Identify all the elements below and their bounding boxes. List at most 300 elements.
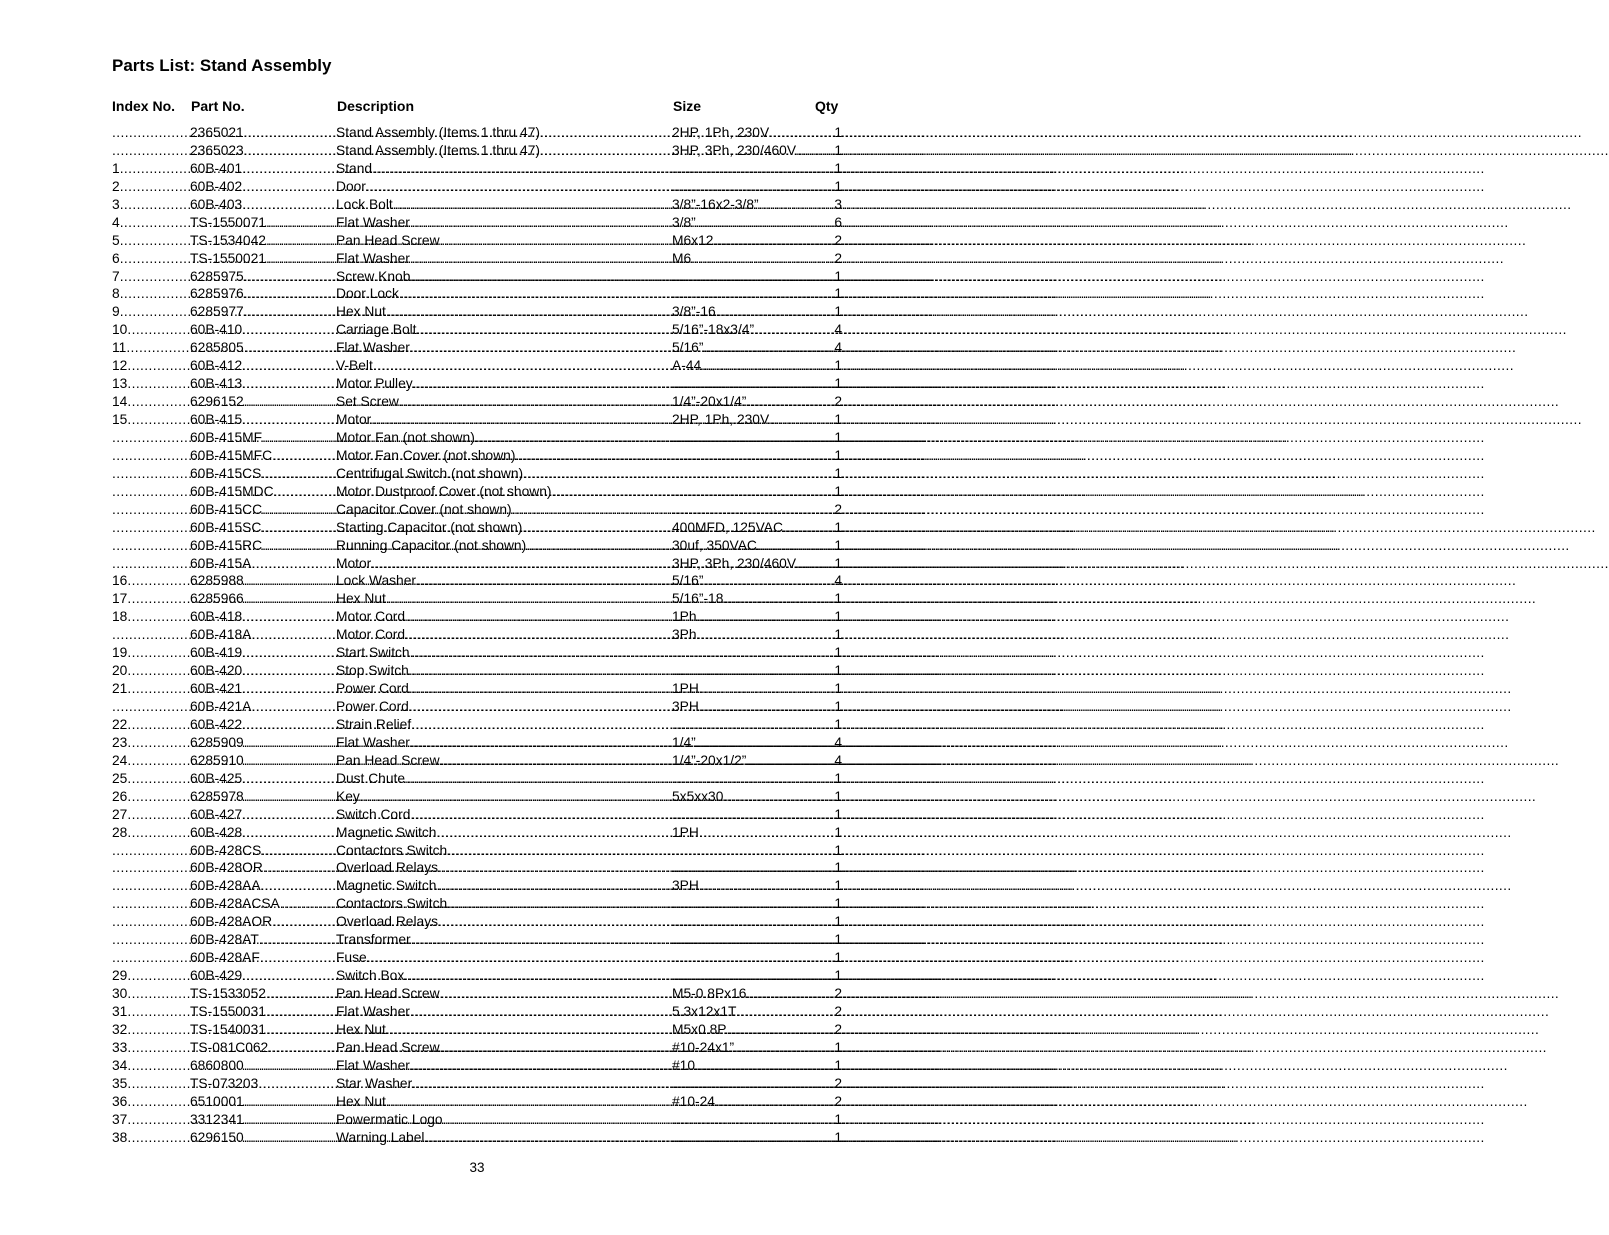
description-cell <box>336 734 672 752</box>
table-row <box>112 1039 842 1057</box>
size-cell <box>672 842 836 860</box>
table-row <box>112 142 842 160</box>
table-row <box>112 590 842 608</box>
index-cell <box>112 501 190 519</box>
part-number-cell <box>190 626 336 644</box>
description-cell-text: Flat Washer <box>336 1057 410 1073</box>
qty-cell <box>836 788 842 806</box>
table-row <box>112 985 842 1003</box>
description-cell-text: Strain Relief <box>336 716 412 732</box>
part-number-cell <box>190 375 336 393</box>
description-cell <box>336 537 672 555</box>
table-row <box>112 1111 842 1129</box>
size-cell <box>672 931 836 949</box>
index-cell-text: 38 <box>112 1129 128 1145</box>
qty-cell <box>836 1021 842 1039</box>
index-cell <box>112 1021 190 1039</box>
description-cell-text: Hex Nut <box>336 304 386 320</box>
description-cell <box>336 716 672 734</box>
description-cell-text: Contactors Switch <box>336 896 448 912</box>
part-number-cell-text: 6285975 <box>190 268 244 284</box>
dot-leader <box>696 214 1509 232</box>
part-number-cell-text: 60B-419 <box>190 645 243 661</box>
dot-leader <box>723 788 1536 806</box>
qty-cell <box>836 806 842 824</box>
table-row <box>112 250 842 268</box>
part-number-cell <box>190 142 336 160</box>
size-cell <box>672 913 836 931</box>
description-cell-text: Flat Washer <box>336 1003 410 1019</box>
index-cell <box>112 662 190 680</box>
size-cell <box>672 626 836 644</box>
qty-cell <box>836 842 842 860</box>
index-cell <box>112 124 190 142</box>
qty-cell-text: 1 <box>834 842 842 858</box>
part-number-cell <box>190 555 336 573</box>
table-row <box>112 931 842 949</box>
size-cell-text: A-44 <box>672 358 702 374</box>
qty-cell <box>836 1075 842 1093</box>
qty-cell-text: 1 <box>834 358 842 374</box>
dot-leader <box>672 160 1485 178</box>
size-cell <box>672 985 836 1003</box>
qty-cell-text: 1 <box>834 627 842 643</box>
table-row <box>112 357 842 375</box>
size-cell <box>672 196 836 214</box>
size-cell <box>672 250 836 268</box>
table-row <box>112 1093 842 1111</box>
index-cell <box>112 268 190 286</box>
index-cell <box>112 321 190 339</box>
qty-cell-text: 1 <box>834 537 842 553</box>
part-number-cell-text: TS-1533052 <box>190 986 266 1001</box>
size-cell <box>672 555 836 573</box>
qty-cell-text: 4 <box>834 322 842 338</box>
description-cell-text: Transformer <box>336 932 411 948</box>
index-cell <box>112 698 190 716</box>
part-number-cell <box>190 1111 336 1129</box>
dot-leader <box>796 142 1609 160</box>
part-number-cell-text: TS-1540031 <box>190 1021 266 1037</box>
size-cell-text: 2HP, 1Ph, 230V <box>672 412 770 427</box>
dot-leader <box>672 1111 1485 1129</box>
part-number-cell-text: TS-081C062 <box>190 1039 269 1055</box>
description-cell-text: Stand Assembly (Items 1 thru 47) <box>336 125 540 140</box>
size-cell <box>672 483 836 501</box>
qty-cell <box>836 931 842 949</box>
qty-cell-text: 2 <box>834 394 842 410</box>
qty-cell <box>836 1057 842 1075</box>
part-number-cell-text: 60B-415SC <box>190 519 262 535</box>
part-number-cell <box>190 967 336 985</box>
description-cell <box>336 1075 672 1093</box>
size-cell <box>672 806 836 824</box>
qty-cell-text: 1 <box>834 1129 842 1145</box>
part-number-cell <box>190 214 336 232</box>
dot-leader <box>695 1057 1508 1075</box>
qty-cell <box>836 447 842 465</box>
part-number-cell <box>190 393 336 411</box>
header-description: Description <box>337 98 415 114</box>
table-row <box>112 285 842 303</box>
qty-cell <box>836 429 842 447</box>
index-cell <box>112 285 190 303</box>
qty-cell <box>836 1129 842 1147</box>
qty-cell <box>836 859 842 877</box>
description-cell <box>336 824 672 842</box>
index-cell-text: 5 <box>112 232 120 248</box>
part-number-cell <box>190 232 336 250</box>
description-cell-text: Flat Washer <box>336 250 410 266</box>
description-cell <box>336 967 672 985</box>
header-qty: Qty <box>815 98 839 114</box>
part-number-cell-text: 60B-403 <box>190 196 243 212</box>
part-number-cell <box>190 1003 336 1021</box>
index-cell-text: 4 <box>112 214 120 230</box>
dot-leader <box>672 859 1485 877</box>
index-cell <box>112 429 190 447</box>
index-cell-text: 35 <box>112 1075 128 1091</box>
part-number-cell <box>190 339 336 357</box>
size-cell-text: 3/8” <box>672 214 696 230</box>
part-number-cell <box>190 644 336 662</box>
table-row <box>112 913 842 931</box>
part-number-cell-text: TS-1534042 <box>190 232 266 248</box>
part-number-cell-text: 6296150 <box>190 1129 244 1145</box>
part-number-cell-text: TS-1550021 <box>190 250 266 266</box>
qty-cell-text: 1 <box>834 716 842 732</box>
qty-cell-text: 1 <box>834 1111 842 1127</box>
table-row <box>112 806 842 824</box>
size-cell-text: M5x0.8P <box>672 1021 727 1037</box>
size-cell-text: M6x12 <box>672 232 714 248</box>
index-cell <box>112 734 190 752</box>
qty-cell <box>836 268 842 286</box>
size-cell <box>672 662 836 680</box>
qty-cell-text: 1 <box>834 824 842 840</box>
qty-cell <box>836 644 842 662</box>
description-cell-text: Hex Nut <box>336 591 386 607</box>
part-number-cell-text: 60B-418 <box>190 609 243 625</box>
part-number-cell <box>190 268 336 286</box>
qty-cell <box>836 250 842 268</box>
index-cell <box>112 608 190 626</box>
size-cell-text: 5.3x12x1T <box>672 1003 737 1019</box>
table-row <box>112 662 842 680</box>
dot-leader <box>672 662 1485 680</box>
qty-cell-text: 1 <box>834 806 842 822</box>
index-cell <box>112 250 190 268</box>
description-cell <box>336 1021 672 1039</box>
description-cell <box>336 411 672 429</box>
description-cell-text: Pan Head Screw <box>336 1039 440 1055</box>
part-number-cell <box>190 411 336 429</box>
size-cell <box>672 859 836 877</box>
qty-cell <box>836 770 842 788</box>
dot-leader <box>783 519 1596 537</box>
qty-cell <box>836 124 842 142</box>
index-cell-text: 15 <box>112 412 128 427</box>
table-row <box>112 178 842 196</box>
part-number-cell-text: TS-1550071 <box>190 214 266 230</box>
qty-cell <box>836 393 842 411</box>
dot-leader <box>672 967 1485 985</box>
part-number-cell-text: 60B-421 <box>190 681 243 697</box>
qty-cell-text: 1 <box>834 447 842 463</box>
index-cell <box>112 339 190 357</box>
column-headers <box>0 98 954 116</box>
description-cell <box>336 501 672 519</box>
description-cell <box>336 752 672 770</box>
table-row <box>112 626 842 644</box>
description-cell <box>336 644 672 662</box>
dot-leader <box>769 411 1582 429</box>
dot-leader <box>672 716 1485 734</box>
description-cell-text: Pan Head Screw <box>336 752 440 768</box>
part-number-cell-text: 6285976 <box>190 286 244 302</box>
qty-cell-text: 1 <box>834 878 842 894</box>
description-cell-text: Dust Chute <box>336 770 406 786</box>
qty-cell <box>836 608 842 626</box>
size-cell <box>672 590 836 608</box>
size-cell <box>672 429 836 447</box>
part-number-cell <box>190 537 336 555</box>
table-row <box>112 608 842 626</box>
qty-cell <box>836 1003 842 1021</box>
dot-leader <box>736 1003 1549 1021</box>
description-cell-text: Star Washer <box>336 1075 413 1091</box>
qty-cell-text: 1 <box>834 950 842 966</box>
qty-cell <box>836 232 842 250</box>
qty-cell-text: 1 <box>834 968 842 984</box>
table-row <box>112 752 842 770</box>
dot-leader <box>746 985 1559 1003</box>
part-number-cell-text: 60B-421A <box>190 699 252 714</box>
dot-leader <box>672 895 1485 913</box>
size-cell-text: 3Ph <box>672 627 697 643</box>
dot-leader <box>672 913 1485 931</box>
description-cell-text: Stop Switch <box>336 663 409 679</box>
dot-leader <box>672 178 1485 196</box>
table-row <box>112 1075 842 1093</box>
size-cell <box>672 698 836 716</box>
description-cell-text: Overload Relays <box>336 914 438 930</box>
part-number-cell-text: 60B-415CC <box>190 501 263 517</box>
qty-cell-text: 1 <box>834 681 842 697</box>
part-number-cell-text: 60B-428AF <box>190 950 260 966</box>
qty-cell <box>836 285 842 303</box>
part-number-cell <box>190 519 336 537</box>
qty-cell <box>836 716 842 734</box>
index-cell-text: 9 <box>112 304 120 320</box>
description-cell <box>336 931 672 949</box>
qty-cell-text: 1 <box>834 376 842 392</box>
qty-cell-text: 1 <box>834 429 842 445</box>
index-cell <box>112 1057 190 1075</box>
qty-cell <box>836 214 842 232</box>
dot-leader <box>672 501 1485 519</box>
table-row <box>112 375 842 393</box>
part-number-cell <box>190 608 336 626</box>
qty-cell <box>836 734 842 752</box>
qty-cell-text: 2 <box>834 1003 842 1019</box>
index-cell-text: 33 <box>112 1039 128 1055</box>
description-cell <box>336 357 672 375</box>
index-cell-text: 20 <box>112 663 128 679</box>
size-cell <box>672 393 836 411</box>
index-cell <box>112 877 190 895</box>
size-cell-text: 3HP, 3Ph, 230/460V <box>672 142 797 158</box>
part-number-cell-text: 6296152 <box>190 394 244 410</box>
table-row <box>112 842 842 860</box>
qty-cell <box>836 698 842 716</box>
description-cell <box>336 268 672 286</box>
qty-cell-text: 2 <box>834 232 842 248</box>
table-row <box>112 160 842 178</box>
description-cell <box>336 178 672 196</box>
description-cell-text: V-Belt <box>336 358 373 374</box>
qty-cell <box>836 752 842 770</box>
dot-leader <box>734 1039 1547 1057</box>
index-cell <box>112 411 190 429</box>
header-part-no: Part No. <box>191 98 245 114</box>
dot-leader <box>672 375 1485 393</box>
qty-cell <box>836 160 842 178</box>
dot-leader <box>672 770 1485 788</box>
description-cell <box>336 590 672 608</box>
dot-leader <box>699 698 1512 716</box>
part-number-cell <box>190 447 336 465</box>
part-number-cell-text: 60B-410 <box>190 322 243 338</box>
part-number-cell <box>190 1075 336 1093</box>
qty-cell-text: 1 <box>834 142 842 158</box>
qty-cell-text: 1 <box>834 1057 842 1073</box>
table-row <box>112 859 842 877</box>
qty-cell-text: 1 <box>834 286 842 302</box>
index-cell <box>112 895 190 913</box>
index-cell-text: 18 <box>112 609 128 625</box>
part-number-cell-text: 60B-429 <box>190 968 243 984</box>
size-cell-text: 400MFD, 125VAC <box>672 519 783 535</box>
page-number: 33 <box>469 1160 485 1175</box>
index-cell-text: 10 <box>112 322 128 338</box>
size-cell <box>672 824 836 842</box>
table-row <box>112 303 842 321</box>
qty-cell-text: 1 <box>834 125 842 140</box>
table-row <box>112 644 842 662</box>
description-cell-text: Switch Box <box>336 968 405 984</box>
size-cell-text: 2HP, 1Ph, 230V <box>672 125 770 140</box>
qty-cell <box>836 572 842 590</box>
description-cell-text: Lock Washer <box>336 573 416 589</box>
table-row <box>112 949 842 967</box>
index-cell <box>112 1003 190 1021</box>
description-cell <box>336 483 672 501</box>
table-row <box>112 465 842 483</box>
description-cell <box>336 949 672 967</box>
index-cell-text: 14 <box>112 394 128 410</box>
table-row <box>112 429 842 447</box>
size-cell <box>672 160 836 178</box>
qty-cell-text: 2 <box>834 250 842 266</box>
index-cell-text: 31 <box>112 1003 128 1019</box>
part-number-cell-text: 60B-428ACSA <box>190 896 280 912</box>
table-row <box>112 447 842 465</box>
table-row <box>112 824 842 842</box>
size-cell <box>672 877 836 895</box>
description-cell <box>336 124 672 142</box>
table-row <box>112 716 842 734</box>
qty-cell <box>836 1039 842 1057</box>
description-cell-text: Motor Pulley <box>336 376 413 392</box>
qty-cell-text: 1 <box>834 412 842 427</box>
description-cell-text: Capacitor Cover (not shown) <box>336 501 512 517</box>
part-number-cell-text: 60B-422 <box>190 716 243 732</box>
header-size: Size <box>673 98 702 114</box>
description-cell-text: Screw Knob <box>336 268 411 284</box>
description-cell <box>336 877 672 895</box>
size-cell <box>672 214 836 232</box>
index-cell <box>112 716 190 734</box>
size-cell-text: M6 <box>672 250 692 266</box>
qty-cell <box>836 985 842 1003</box>
qty-cell <box>836 680 842 698</box>
size-cell-text: #10 <box>672 1057 696 1073</box>
description-cell <box>336 662 672 680</box>
dot-leader <box>672 285 1485 303</box>
dot-leader <box>699 680 1512 698</box>
part-number-cell <box>190 357 336 375</box>
table-row <box>112 501 842 519</box>
qty-cell <box>836 967 842 985</box>
table-row <box>112 232 842 250</box>
qty-cell-text: 1 <box>834 914 842 930</box>
table-row <box>112 124 842 142</box>
table-row <box>112 877 842 895</box>
part-number-cell-text: 60B-413 <box>190 376 243 392</box>
description-cell-text: Switch Cord <box>336 806 411 822</box>
parts-table <box>112 124 842 1146</box>
description-cell-text: Power Cord <box>336 699 409 714</box>
index-cell <box>112 626 190 644</box>
qty-cell-text: 3 <box>834 196 842 212</box>
table-row <box>112 537 842 555</box>
table-row <box>112 680 842 698</box>
qty-cell-text: 1 <box>834 645 842 661</box>
qty-cell-text: 1 <box>834 483 842 499</box>
size-cell-text: 3PH <box>672 878 699 894</box>
index-cell <box>112 967 190 985</box>
part-number-cell <box>190 734 336 752</box>
part-number-cell <box>190 250 336 268</box>
index-cell <box>112 590 190 608</box>
part-number-cell <box>190 178 336 196</box>
size-cell-text: 5/16”-18 <box>672 591 724 607</box>
part-number-cell-text: 6285805 <box>190 340 244 356</box>
dot-leader <box>699 877 1512 895</box>
part-number-cell <box>190 716 336 734</box>
part-number-cell-text: 60B-402 <box>190 178 243 194</box>
part-number-cell-text: 60B-415MDC <box>190 483 274 499</box>
table-row <box>112 698 842 716</box>
description-cell-text: Key <box>336 788 360 804</box>
size-cell-text: #10-24x1” <box>672 1039 735 1055</box>
index-cell <box>112 393 190 411</box>
size-cell <box>672 1057 836 1075</box>
index-cell-text: 16 <box>112 573 128 589</box>
description-cell <box>336 214 672 232</box>
size-cell <box>672 1111 836 1129</box>
